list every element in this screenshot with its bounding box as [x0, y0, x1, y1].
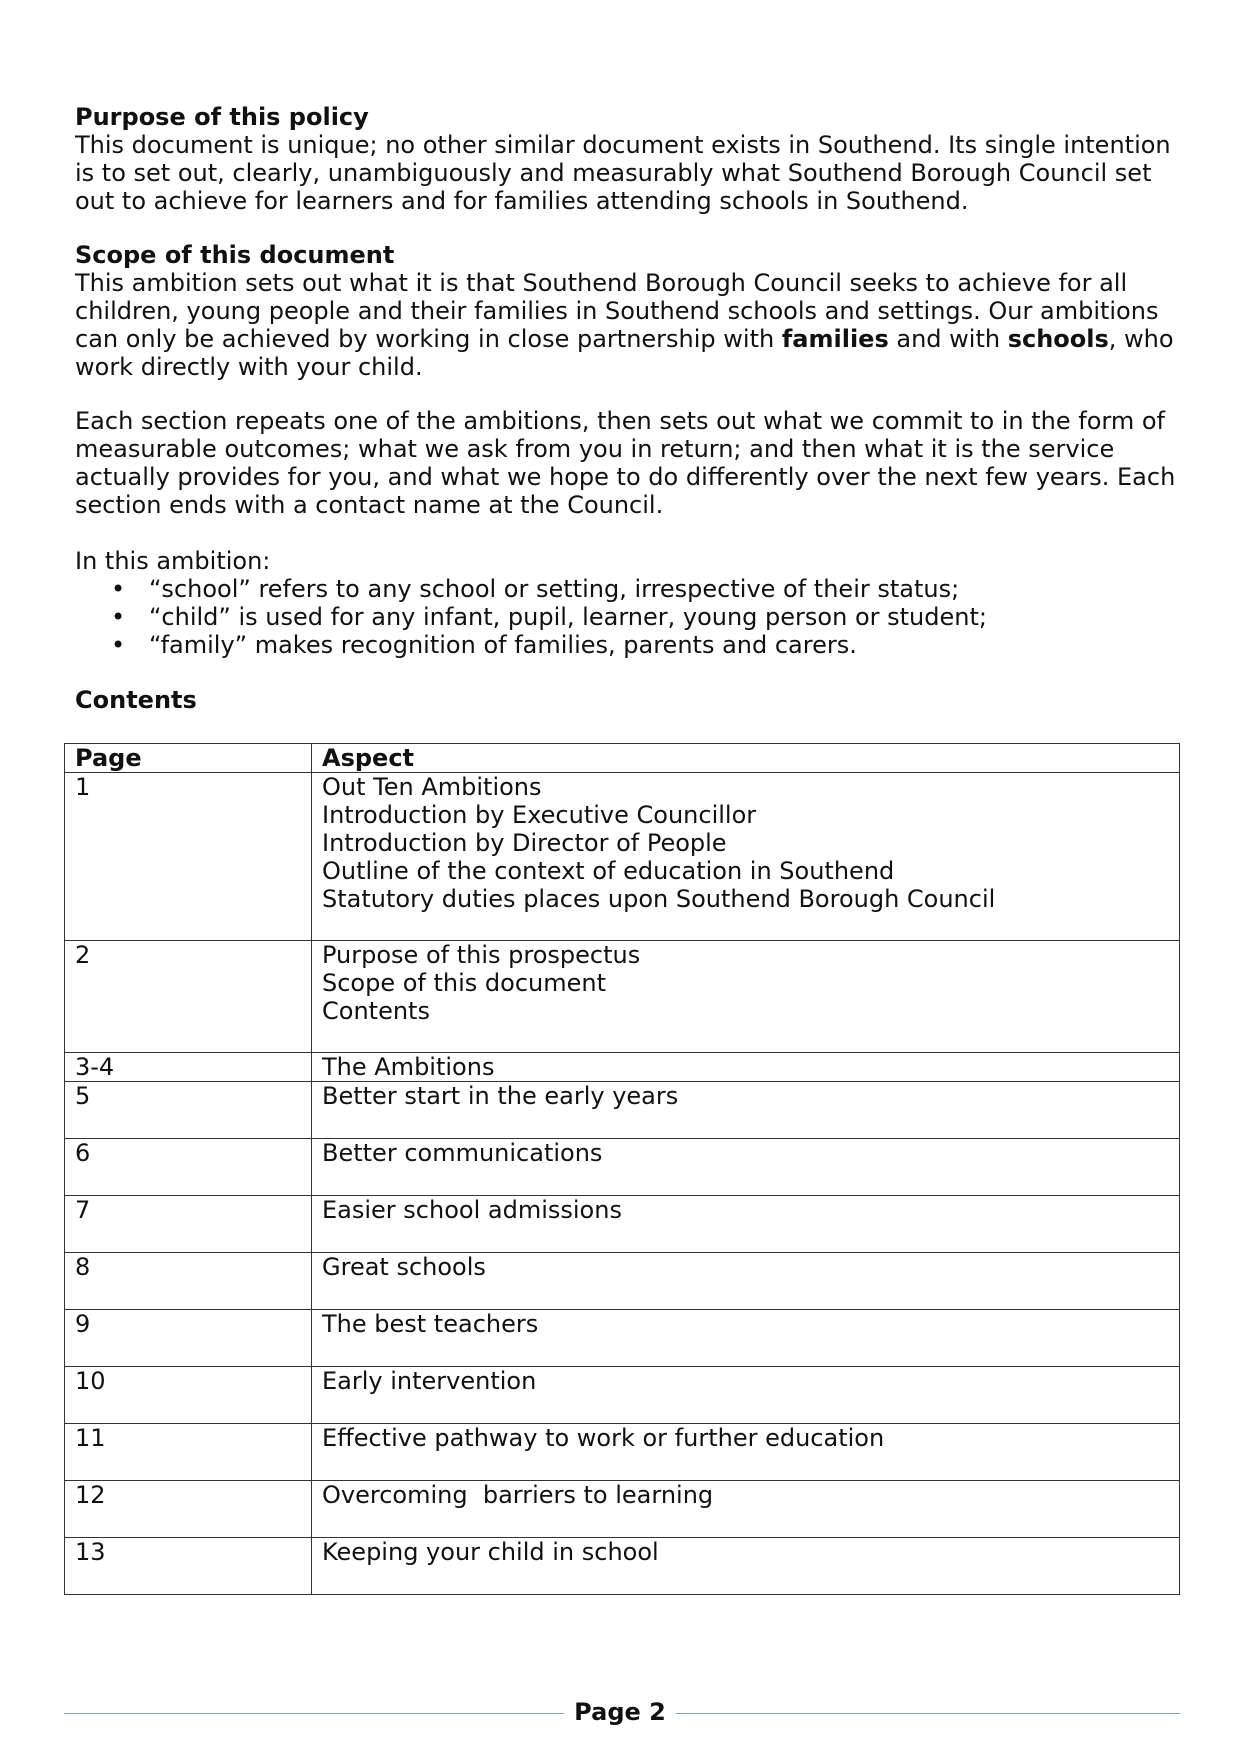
table-row [65, 941, 1180, 1053]
table-row [65, 773, 1180, 941]
page-cell: 9 [65, 1310, 312, 1367]
table-row [65, 1538, 1180, 1595]
aspect-item: Better communications [322, 1139, 603, 1167]
aspect-cell [312, 1053, 1180, 1082]
aspect-item: Purpose of this prospectus [322, 941, 641, 969]
table-row [65, 1310, 1180, 1367]
aspect-item: Out Ten Ambitions [322, 773, 542, 801]
page-cell: 5 [65, 1082, 312, 1139]
table-row [65, 1481, 1180, 1538]
aspect-cell [312, 1538, 1180, 1595]
page-cell: 3-4 [65, 1053, 312, 1082]
page-cell: 10 [65, 1367, 312, 1424]
page-cell: 2 [65, 941, 312, 1053]
aspect-item: Better start in the early years [322, 1082, 679, 1110]
aspect-item: Easier school admissions [322, 1196, 622, 1224]
page-number: Page 2 [574, 1698, 666, 1726]
aspect-cell [312, 1424, 1180, 1481]
page-cell: 6 [65, 1139, 312, 1196]
table-row [65, 1253, 1180, 1310]
aspect-cell [312, 941, 1180, 1053]
page-cell: 11 [65, 1424, 312, 1481]
aspect-item: Introduction by Director of People [322, 829, 727, 857]
scope-p1-families: families [781, 325, 889, 353]
table-row [65, 1082, 1180, 1139]
aspect-item: Statutory duties places upon Southend Borough Council [322, 885, 996, 913]
contents-header-row [65, 744, 1180, 773]
aspect-item: Scope of this document [322, 969, 607, 997]
table-row [65, 1196, 1180, 1253]
aspect-item: Effective pathway to work or further education [322, 1424, 885, 1452]
scope-paragraph-2: Each section repeats one of the ambitions, then sets out what we commit to in the form of measurable outcomes; what we ask from you in return; and then what it is the service actually provides for you, and what we hope to do differently over the next few years. Each section ends with a contact name at the Council. [75, 407, 1176, 519]
scope-paragraph-2-block [75, 407, 1185, 519]
scope-p1-text-e: , who work directly with your child. [75, 325, 1174, 381]
scope-paragraph-1 [75, 269, 1185, 381]
list-item [75, 575, 1185, 603]
definition-text: “family” makes recognition of families, parents and carers. [149, 631, 857, 659]
page-cell: 13 [65, 1538, 312, 1595]
definition-text: “school” refers to any school or setting, irrespective of their status; [149, 575, 960, 603]
page-cell: 1 [65, 773, 312, 941]
page-cell: 12 [65, 1481, 312, 1538]
aspect-item: Early intervention [322, 1367, 537, 1395]
contents-heading: Contents [75, 686, 197, 714]
scope-section [75, 241, 1185, 381]
definitions-list [75, 575, 1185, 659]
column-header-aspect: Aspect [312, 744, 1180, 773]
page-cell: 7 [65, 1196, 312, 1253]
contents-body [65, 773, 1180, 1595]
aspect-item: The Ambitions [322, 1053, 495, 1081]
aspect-item: Keeping your child in school [322, 1538, 659, 1566]
footer-divider-left [64, 1713, 564, 1714]
purpose-text: This document is unique; no other similar document exists in Southend. Its single intention is to set out, clearly, unambiguously and measurably what Southend Borough Council set out to achieve for learners and for families attending schools in Southend. [75, 131, 1171, 215]
aspect-cell [312, 1310, 1180, 1367]
table-row [65, 1139, 1180, 1196]
aspect-cell [312, 1196, 1180, 1253]
scope-p1-text-a: This ambition sets out what it is that Southend Borough Council seeks to achieve for all children, young people and their families in Southend schools and settings. Our ambitions can only be achieved by working in close partnership with [75, 269, 1159, 353]
aspect-item: Outline of the context of education in Southend [322, 857, 895, 885]
bullet-icon: • [111, 631, 126, 659]
list-item [75, 603, 1185, 631]
purpose-heading: Purpose of this policy [75, 103, 369, 131]
aspect-item: Introduction by Executive Councillor [322, 801, 757, 829]
aspect-cell [312, 1367, 1180, 1424]
table-row [65, 1367, 1180, 1424]
page-cell: 8 [65, 1253, 312, 1310]
aspect-item: The best teachers [322, 1310, 539, 1338]
contents-table [64, 743, 1180, 1595]
scope-heading: Scope of this document [75, 241, 395, 269]
purpose-section [75, 103, 1185, 215]
column-header-page: Page [65, 744, 312, 773]
aspect-item: Overcoming barriers to learning [322, 1481, 714, 1509]
bullet-icon: • [111, 575, 126, 603]
aspect-cell [312, 1139, 1180, 1196]
table-row [65, 1424, 1180, 1481]
definition-text: “child” is used for any infant, pupil, learner, young person or student; [149, 603, 987, 631]
aspect-item: Contents [322, 997, 430, 1025]
bullet-icon: • [111, 603, 126, 631]
aspect-cell [312, 773, 1180, 941]
scope-p1-schools: schools [1007, 325, 1109, 353]
aspect-cell [312, 1253, 1180, 1310]
definitions-intro: In this ambition: [75, 547, 271, 575]
definitions-block [75, 547, 1185, 659]
aspect-cell [312, 1082, 1180, 1139]
table-row [65, 1053, 1180, 1082]
scope-p1-text-c: and with [888, 325, 1008, 353]
footer-divider-right [676, 1713, 1180, 1714]
aspect-cell [312, 1481, 1180, 1538]
list-item [75, 631, 1185, 659]
aspect-item: Great schools [322, 1253, 486, 1281]
